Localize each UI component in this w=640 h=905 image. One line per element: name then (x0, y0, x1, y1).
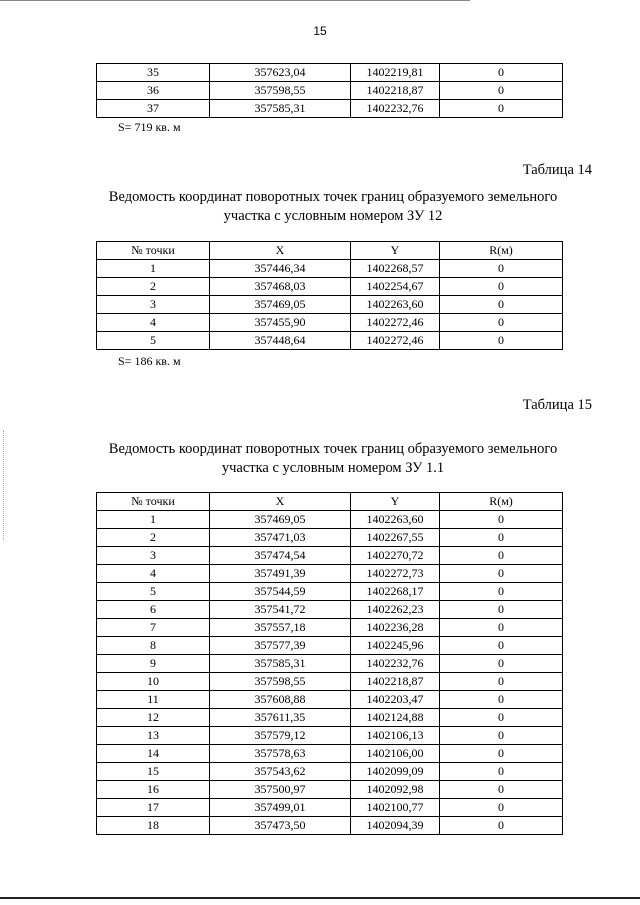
cell-x: 357474,54 (210, 547, 351, 565)
cell-r: 0 (440, 619, 563, 637)
cell-r: 0 (440, 817, 563, 835)
cell-r: 0 (440, 260, 563, 278)
cell-point: 1 (97, 260, 210, 278)
cell-r: 0 (440, 709, 563, 727)
margin-marks (3, 430, 4, 540)
page-number: 15 (313, 24, 327, 38)
cell-point: 4 (97, 314, 210, 332)
cell-r: 0 (440, 82, 563, 100)
cell-point: 3 (97, 296, 210, 314)
cell-y: 1402092,98 (351, 781, 440, 799)
cell-y: 1402268,17 (351, 583, 440, 601)
table-row (97, 547, 563, 565)
cell-r: 0 (440, 655, 563, 673)
cell-x: 357499,01 (210, 799, 351, 817)
cell-y: 1402203,47 (351, 691, 440, 709)
header-r: R(м) (440, 493, 563, 511)
table-row (97, 64, 563, 82)
caption-line-1: Ведомость координат поворотных точек границ образуемого земельного (108, 441, 558, 457)
table-15-caption (96, 440, 570, 478)
header-x: X (210, 493, 351, 511)
caption-line-2: участка с условным номером ЗУ 1.1 (221, 460, 445, 476)
cell-x: 357611,35 (210, 709, 351, 727)
cell-x: 357557,18 (210, 619, 351, 637)
cell-y: 1402124,88 (351, 709, 440, 727)
cell-r: 0 (440, 673, 563, 691)
table-row (97, 799, 563, 817)
table-row (97, 619, 563, 637)
header-x: X (210, 242, 351, 260)
cell-point: 5 (97, 583, 210, 601)
cell-point: 13 (97, 727, 210, 745)
cell-point: 1 (97, 511, 210, 529)
cell-point: 2 (97, 529, 210, 547)
cell-r: 0 (440, 601, 563, 619)
area-label: S= 719 кв. м (118, 120, 181, 134)
header-point: № точки (97, 242, 210, 260)
cell-x: 357578,63 (210, 745, 351, 763)
cell-y: 1402106,13 (351, 727, 440, 745)
cell-x: 357577,39 (210, 637, 351, 655)
table-row (97, 817, 563, 835)
caption-line-1: Ведомость координат поворотных точек границ образуемого земельного (108, 189, 558, 205)
caption-line-2: участка с условным номером ЗУ 12 (223, 208, 443, 224)
cell-point: 15 (97, 763, 210, 781)
cell-r: 0 (440, 565, 563, 583)
cell-x: 357491,39 (210, 565, 351, 583)
cell-y: 1402218,87 (351, 82, 440, 100)
cell-point: 17 (97, 799, 210, 817)
cell-point: 5 (97, 332, 210, 350)
table-row (97, 691, 563, 709)
cell-y: 1402100,77 (351, 799, 440, 817)
cell-x: 357448,64 (210, 332, 351, 350)
cell-r: 0 (440, 583, 563, 601)
cell-point: 18 (97, 817, 210, 835)
cell-r: 0 (440, 332, 563, 350)
cell-x: 357469,05 (210, 511, 351, 529)
table-14-caption (96, 188, 570, 226)
cell-x: 357468,03 (210, 278, 351, 296)
header-row (97, 242, 563, 260)
table-row (97, 781, 563, 799)
cell-x: 357579,12 (210, 727, 351, 745)
table-row (97, 601, 563, 619)
cell-r: 0 (440, 763, 563, 781)
table-row (97, 745, 563, 763)
cell-r: 0 (440, 278, 563, 296)
coordinates-table-continued (96, 63, 563, 118)
table-row (97, 583, 563, 601)
cell-point: 11 (97, 691, 210, 709)
cell-x: 357598,55 (210, 673, 351, 691)
table-row (97, 529, 563, 547)
table-row (97, 278, 563, 296)
table-row (97, 763, 563, 781)
cell-r: 0 (440, 799, 563, 817)
table-row (97, 260, 563, 278)
cell-y: 1402245,96 (351, 637, 440, 655)
cell-r: 0 (440, 727, 563, 745)
cell-y: 1402263,60 (351, 296, 440, 314)
coordinates-table-14 (96, 241, 563, 350)
header-r: R(м) (440, 242, 563, 260)
cell-y: 1402099,09 (351, 763, 440, 781)
cell-point: 7 (97, 619, 210, 637)
cell-x: 357623,04 (210, 64, 351, 82)
table-row (97, 314, 563, 332)
cell-r: 0 (440, 64, 563, 82)
cell-point: 12 (97, 709, 210, 727)
cell-point: 35 (97, 64, 210, 82)
cell-y: 1402106,00 (351, 745, 440, 763)
cell-x: 357469,05 (210, 296, 351, 314)
table-row (97, 296, 563, 314)
table-row (97, 332, 563, 350)
table-row (97, 511, 563, 529)
header-y: Y (351, 242, 440, 260)
cell-y: 1402272,46 (351, 314, 440, 332)
cell-r: 0 (440, 314, 563, 332)
table-14-label: Таблица 14 (522, 162, 592, 178)
table-row (97, 100, 563, 118)
cell-x: 357598,55 (210, 82, 351, 100)
table-row (97, 709, 563, 727)
table-row (97, 82, 563, 100)
cell-point: 16 (97, 781, 210, 799)
cell-point: 4 (97, 565, 210, 583)
cell-y: 1402270,72 (351, 547, 440, 565)
cell-y: 1402263,60 (351, 511, 440, 529)
cell-x: 357500,97 (210, 781, 351, 799)
cell-x: 357455,90 (210, 314, 351, 332)
cell-y: 1402268,57 (351, 260, 440, 278)
cell-point: 14 (97, 745, 210, 763)
cell-point: 36 (97, 82, 210, 100)
cell-r: 0 (440, 781, 563, 799)
cell-r: 0 (440, 547, 563, 565)
cell-x: 357541,72 (210, 601, 351, 619)
cell-y: 1402094,39 (351, 817, 440, 835)
table-row (97, 655, 563, 673)
table-row (97, 637, 563, 655)
cell-point: 9 (97, 655, 210, 673)
header-y: Y (351, 493, 440, 511)
cell-r: 0 (440, 529, 563, 547)
top-rule (0, 0, 470, 1)
table-row (97, 673, 563, 691)
header-row (97, 493, 563, 511)
area-label: S= 186 кв. м (118, 354, 181, 368)
cell-x: 357543,62 (210, 763, 351, 781)
cell-r: 0 (440, 100, 563, 118)
cell-x: 357608,88 (210, 691, 351, 709)
cell-point: 2 (97, 278, 210, 296)
cell-y: 1402262,23 (351, 601, 440, 619)
cell-r: 0 (440, 296, 563, 314)
coordinates-table-15 (96, 492, 563, 835)
cell-point: 10 (97, 673, 210, 691)
cell-x: 357585,31 (210, 100, 351, 118)
cell-r: 0 (440, 691, 563, 709)
table-row (97, 565, 563, 583)
cell-y: 1402272,73 (351, 565, 440, 583)
cell-point: 37 (97, 100, 210, 118)
cell-y: 1402254,67 (351, 278, 440, 296)
cell-y: 1402232,76 (351, 655, 440, 673)
cell-point: 3 (97, 547, 210, 565)
cell-x: 357544,59 (210, 583, 351, 601)
cell-x: 357473,50 (210, 817, 351, 835)
header-point: № точки (97, 493, 210, 511)
cell-y: 1402267,55 (351, 529, 440, 547)
cell-point: 8 (97, 637, 210, 655)
cell-y: 1402272,46 (351, 332, 440, 350)
cell-r: 0 (440, 511, 563, 529)
table-15-label: Таблица 15 (522, 397, 592, 413)
cell-x: 357471,03 (210, 529, 351, 547)
cell-x: 357446,34 (210, 260, 351, 278)
cell-y: 1402236,28 (351, 619, 440, 637)
cell-x: 357585,31 (210, 655, 351, 673)
bottom-rule (0, 897, 640, 899)
cell-r: 0 (440, 637, 563, 655)
cell-y: 1402232,76 (351, 100, 440, 118)
cell-y: 1402219,81 (351, 64, 440, 82)
table-row (97, 727, 563, 745)
cell-point: 6 (97, 601, 210, 619)
cell-y: 1402218,87 (351, 673, 440, 691)
cell-r: 0 (440, 745, 563, 763)
